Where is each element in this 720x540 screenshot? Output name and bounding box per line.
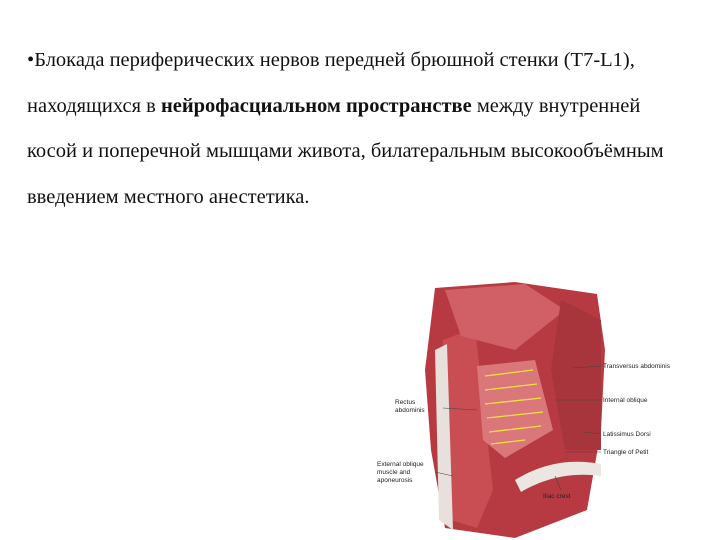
abdominal-wall-figure bbox=[365, 280, 685, 540]
text-bold-term: нейрофасциальном пространстве bbox=[160, 94, 472, 117]
slide-body-text bbox=[27, 38, 667, 220]
label-external-line-2: muscle and bbox=[377, 469, 411, 476]
label-rectus-line-2: abdominis bbox=[395, 407, 425, 414]
bullet: • bbox=[27, 49, 35, 71]
label-internal-oblique: Internal oblique bbox=[603, 397, 648, 404]
label-triangle-petit: Triangle of Petit bbox=[603, 449, 649, 456]
label-rectus-line-1: Rectus bbox=[395, 399, 416, 406]
label-external-line-1: External oblique bbox=[377, 461, 424, 468]
label-external-line-3: aponeurosis bbox=[377, 477, 413, 484]
label-transversus: Transversus abdominis bbox=[603, 363, 670, 370]
label-latissimus: Latissimus Dorsi bbox=[603, 431, 651, 438]
text-part-1: Блокада периферических нервов передней брюшной стенки (Т7-L1), находящихся в bbox=[27, 49, 635, 117]
text-part-3: между внутренней косой и поперечной мышцами живота, билатеральным высокообъёмным введением местного анестетика. bbox=[27, 94, 664, 208]
label-iliac-crest: Iliac crest bbox=[543, 493, 571, 500]
anatomy-illustration bbox=[365, 280, 685, 540]
